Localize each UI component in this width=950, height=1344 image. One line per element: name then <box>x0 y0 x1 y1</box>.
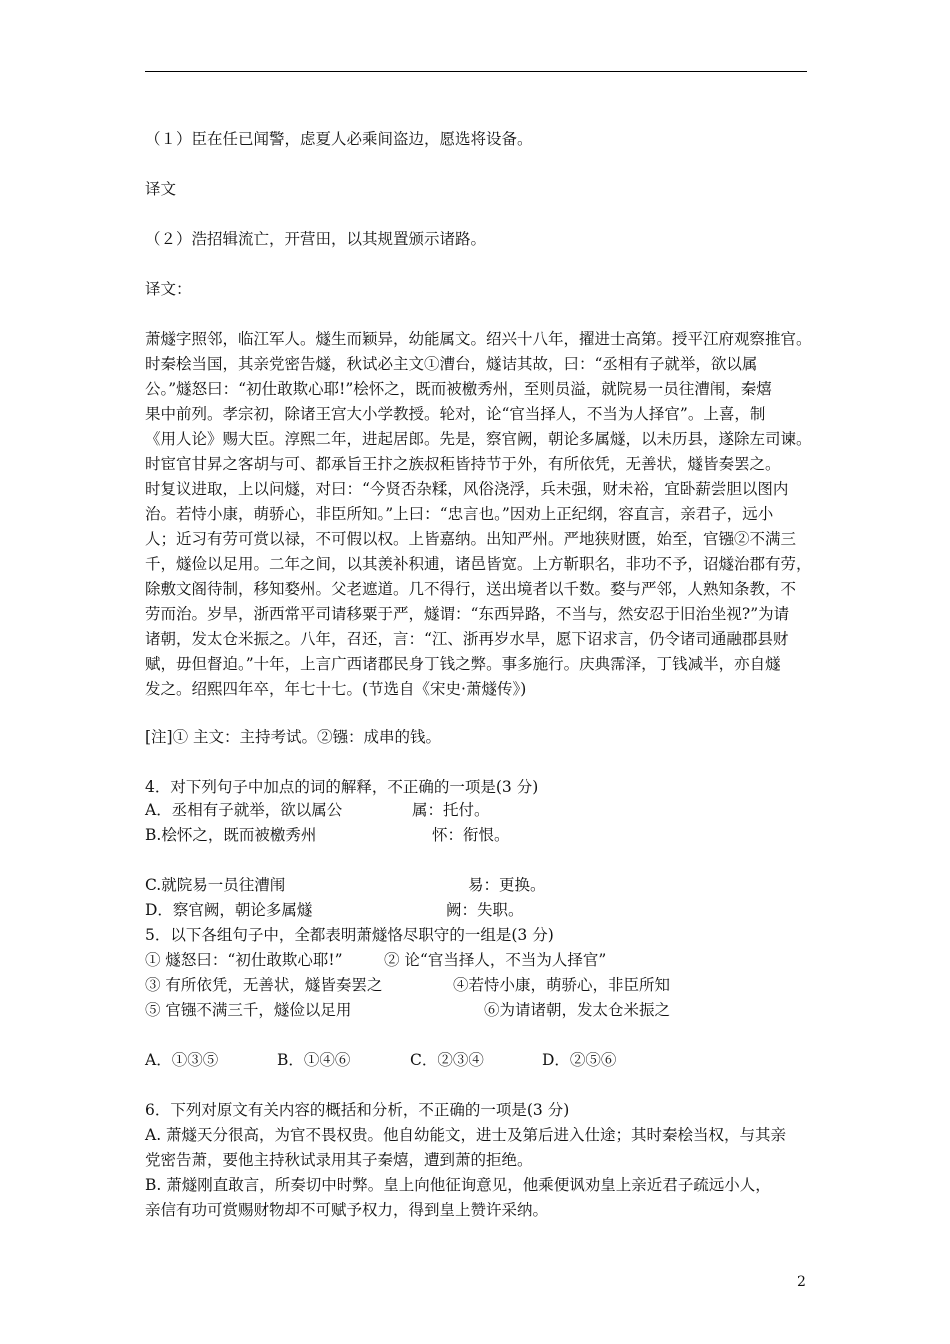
q6-stem: 6．下列对原文有关内容的概括和分析，不正确的一项是(3 分) <box>145 1101 570 1119</box>
passage-line: 赋，毋但督迫。”十年，上言广西诸郡民身丁钱之弊。事多施行。庆典霈泽，丁钱减半，亦自燧 <box>145 655 781 673</box>
passage-line: 劳而治。岁旱，浙西常平司请移粟于严，燧谓：“东西异路，不当与，然安忍于旧治坐视?”为请 <box>145 605 790 623</box>
page-number: 2 <box>797 1274 806 1290</box>
passage-line: 萧燧字照邻，临江军人。燧生而颖异，幼能属文。绍兴十八年，擢进士高第。授平江府观察推官。 <box>145 330 812 348</box>
q2-translation-label: 译文： <box>145 280 192 298</box>
q6-line: B. 萧燧刚直敢言，所奏切中时弊。皇上向他征询意见，他乘便讽劝皇上亲近君子疏远小人， <box>145 1176 771 1194</box>
q5-item-6: ⑥为请诸朝，发太仓米振之 <box>484 1001 671 1019</box>
q4-option-c-gloss: 易：更换。 <box>468 876 546 894</box>
q4-option-a-gloss: 属：托付。 <box>412 801 490 819</box>
passage-line: 人；近习有劳可赏以禄，不可假以权。上皆嘉纳。出知严州。严地狭财匮，始至，官镪②不满三 <box>145 530 797 548</box>
passage-line: 时宦官甘昇之客胡与可、都承旨王抃之族叔秬皆持节于外，有所依凭，无善状，燧皆奏罢之。 <box>145 455 781 473</box>
q4-option-c: C.就院易一员往漕闱 <box>145 876 286 894</box>
passage-line: 时复议进取，上以问燧，对曰：“今贤否杂糅，风俗浇浮，兵未强，财未裕，宜卧薪尝胆以图内 <box>145 480 789 498</box>
passage-line: 发之。绍熙四年卒，年七十七。(节选自《宋史·萧燧传》) <box>145 680 527 698</box>
q4-option-d-gloss: 阙：失职。 <box>446 901 524 919</box>
passage-line: 果中前列。孝宗初，除诸王宫大小学教授。轮对，论“官当择人，不当为人择官”。上喜，制 <box>145 405 766 423</box>
q6-line: 亲信有功可赏赐财物却不可赋予权力，得到皇上赞许采纳。 <box>145 1201 549 1219</box>
q4-option-b: B.桧怀之，既而被檄秀州 <box>145 826 317 844</box>
q1-translation-label: 译文 <box>145 180 177 198</box>
q4-stem: 4．对下列句子中加点的词的解释，不正确的一项是(3 分) <box>145 778 539 796</box>
passage-line: 千，燧俭以足用。二年之间，以其羡补积逋，诸邑皆宽。上方靳职名，非功不予，诏燧治郡有劳， <box>145 555 812 573</box>
q4-option-b-gloss: 怀：衔恨。 <box>432 826 510 844</box>
q5-choice-c: C．②③④ <box>410 1051 484 1069</box>
q5-item-1: ① 燧怒曰：“初仕敢欺心耶!” <box>145 951 343 969</box>
q5-choice-a: A．①③⑤ <box>145 1051 219 1069</box>
q5-item-5: ⑤ 官镪不满三千，燧俭以足用 <box>145 1001 352 1019</box>
q5-choice-d: D．②⑤⑥ <box>542 1051 617 1069</box>
q5-stem: 5．以下各组句子中，全都表明萧燧恪尽职守的一组是(3 分) <box>145 926 554 944</box>
q6-line: 党密告萧，要他主持秋试录用其子秦熺，遭到萧的拒绝。 <box>145 1151 533 1169</box>
header-rule <box>145 71 807 72</box>
q4-option-a: A．丞相有子就举，欲以属公 <box>145 801 343 819</box>
passage-line: 治。若恃小康，萌骄心，非臣所知。”上曰：“忠言也。”因劝上正纪纲，容直言，亲君子，远小 <box>145 505 774 523</box>
passage-line: 诸朝，发太仓米振之。八年，召还，言：“江、浙再岁水旱，愿下诏求言，仍令诸司通融郡县财 <box>145 630 789 648</box>
q1-sentence: （１）臣在任已闻警，虑夏人必乘间盗边，愿选将设备。 <box>145 130 533 148</box>
passage-line: 除敷文阁待制，移知婺州。父老遮道。几不得行，送出境者以千数。婺与严邻，人熟知条教，不 <box>145 580 797 598</box>
footnote: [注]① 主文：主持考试。②镪：成串的钱。 <box>145 728 442 746</box>
q5-item-4: ④若恃小康，萌骄心，非臣所知 <box>453 976 671 994</box>
passage-line: 《用人论》赐大臣。淳熙二年，进起居郎。先是，察官阙，朝论多属燧，以未历县，遂除左司谏。 <box>145 430 812 448</box>
passage-line: 公。”燧怒曰：“初仕敢欺心耶!”桧怀之，既而被檄秀州，至则员溢，就院易一员往漕闱，秦熺 <box>145 380 772 398</box>
q6-line: A. 萧燧天分很高，为官不畏权贵。他自幼能文，进士及第后进入仕途；其时秦桧当权，与其亲 <box>145 1126 787 1144</box>
q5-choice-b: B．①④⑥ <box>277 1051 351 1069</box>
passage-line: 时秦桧当国，其亲党密告燧，秋试必主文①漕台，燧诘其故，曰：“丞相有子就举，欲以属 <box>145 355 758 373</box>
q5-item-2: ② 论“官当择人，不当为人择官” <box>384 951 607 969</box>
q2-sentence: （２）浩招辑流亡，开营田，以其规置颁示诸路。 <box>145 230 487 248</box>
q5-item-3: ③ 有所依凭，无善状，燧皆奏罢之 <box>145 976 383 994</box>
q4-option-d: D．察官阙，朝论多属燧 <box>145 901 313 919</box>
